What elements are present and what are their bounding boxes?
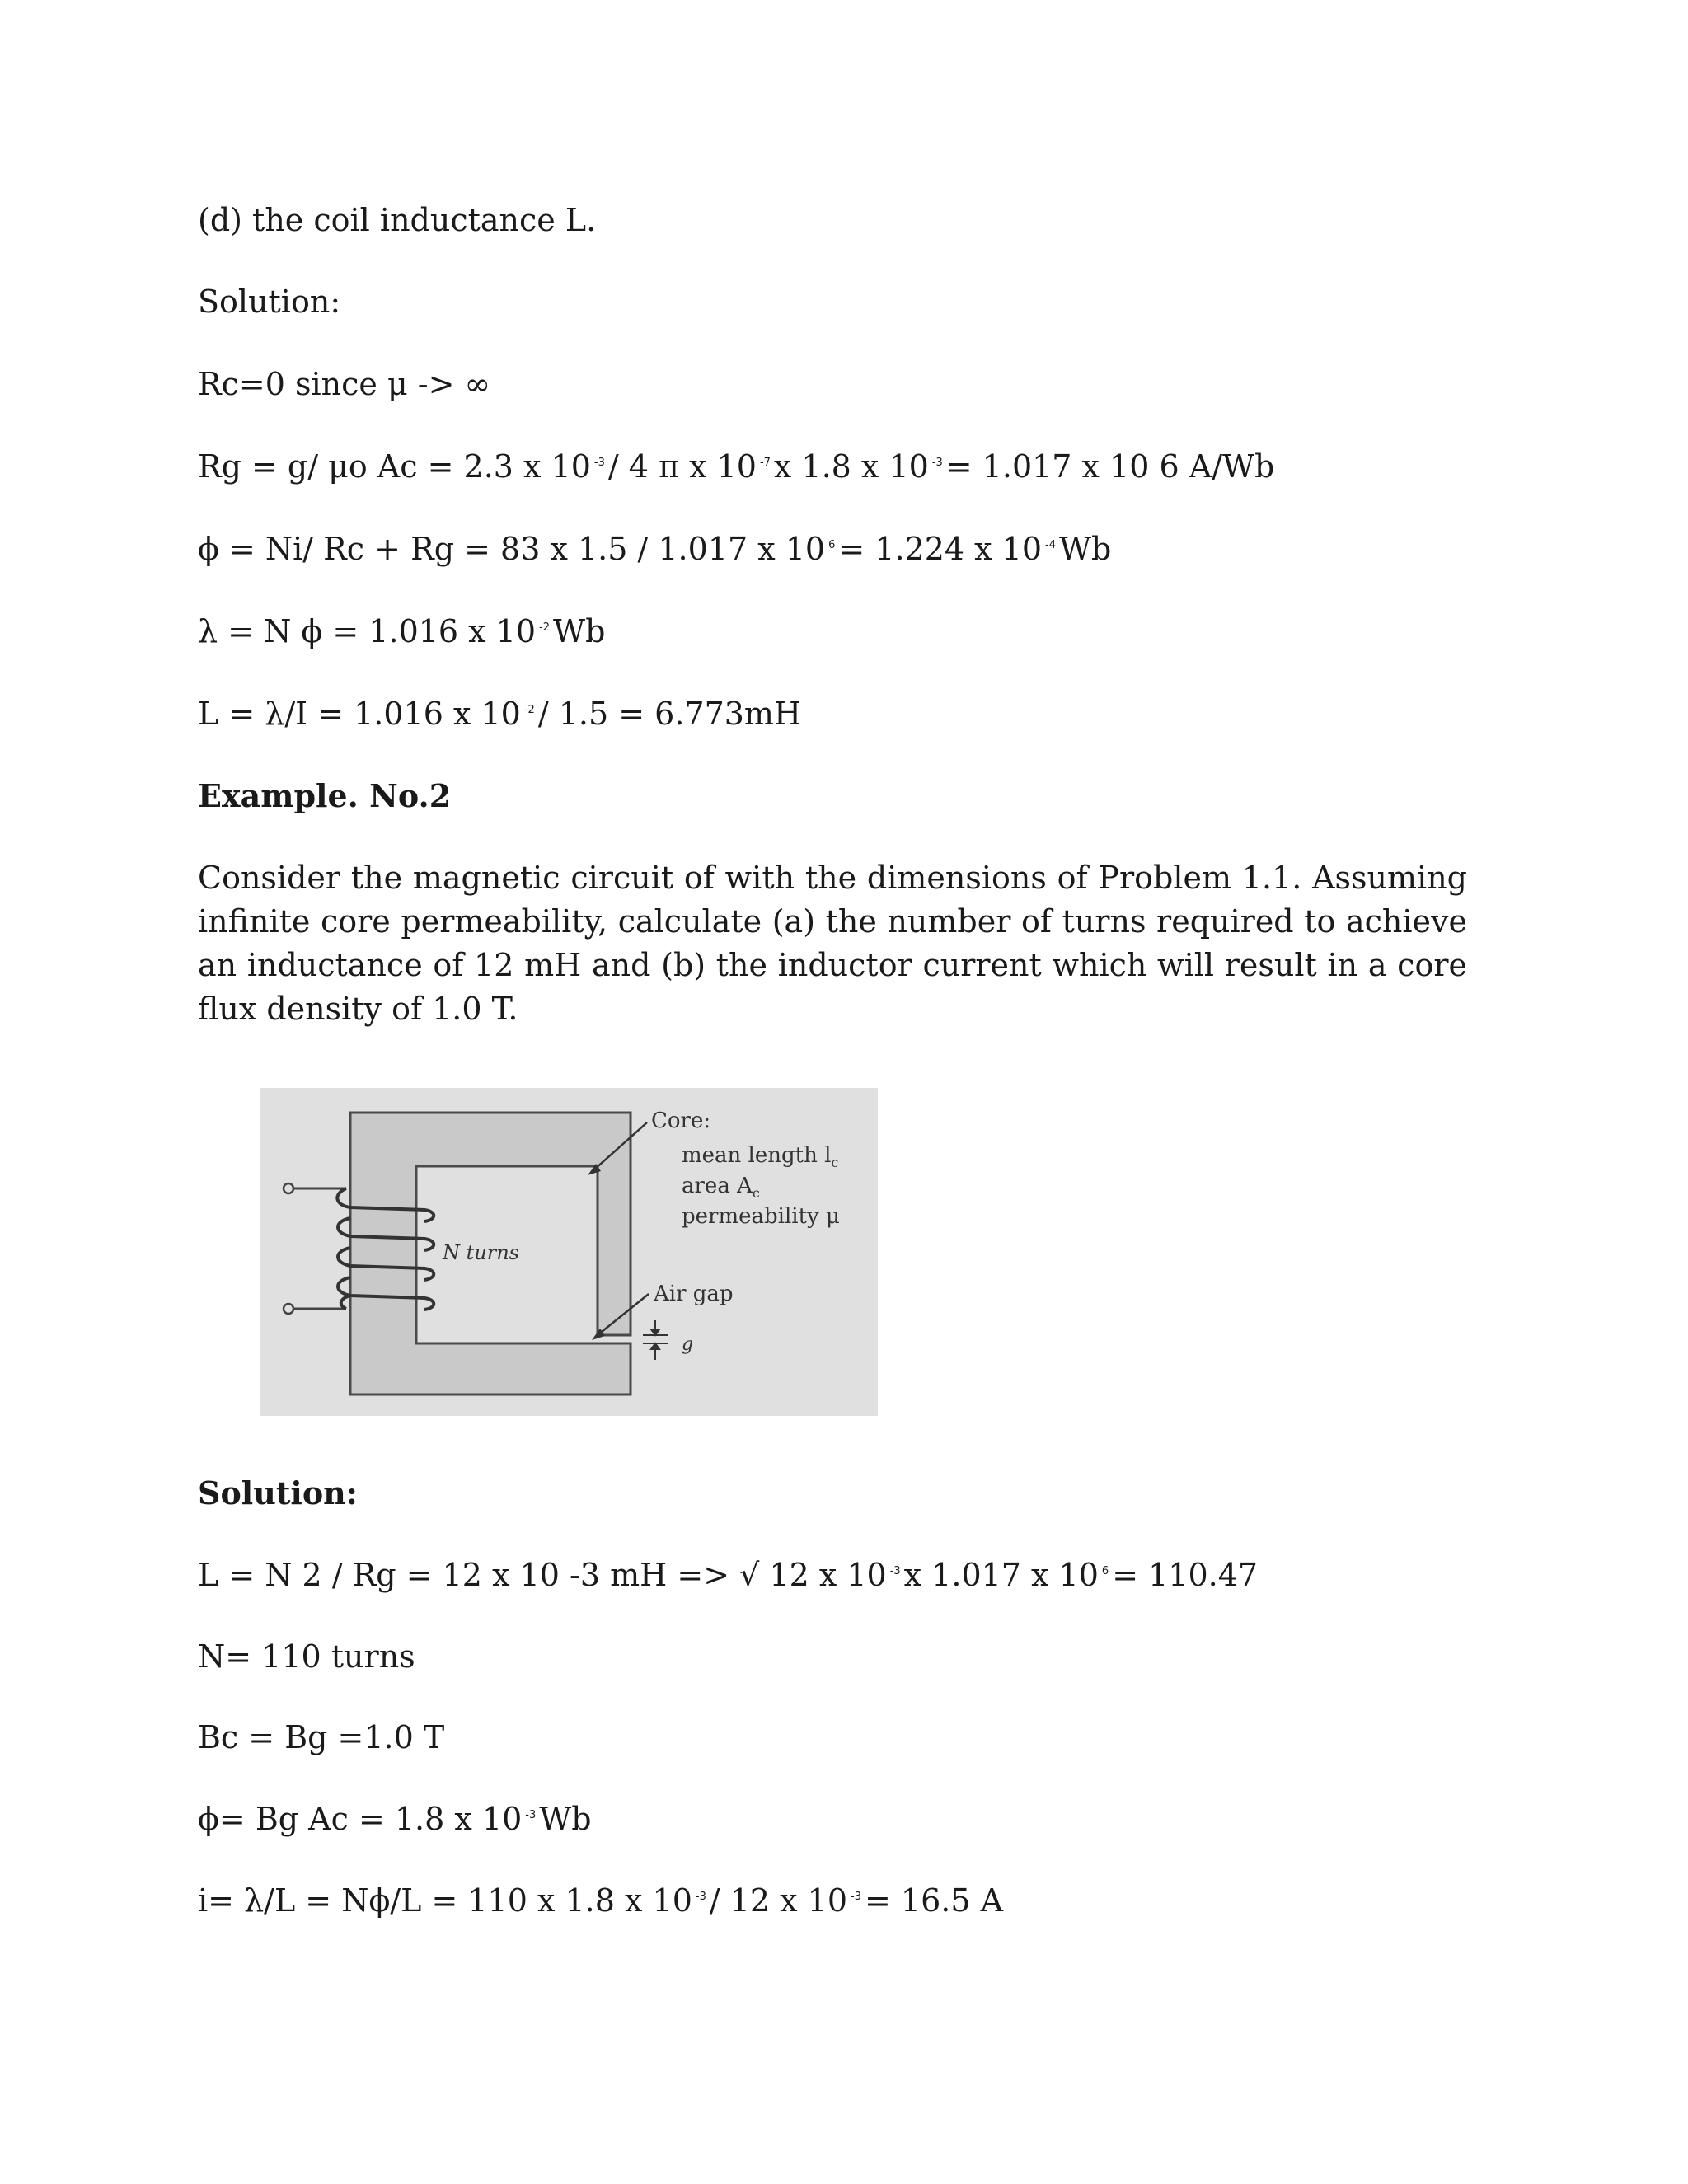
l-n-part-2: x 1.017 x 10 xyxy=(903,1557,1099,1593)
area-label: area $A_c$ xyxy=(682,1174,760,1201)
inductance-part-1: L = λ/I = 1.016 x 10 xyxy=(198,696,521,732)
gap-symbol-label: g xyxy=(682,1334,694,1355)
air-gap-label: Air gap xyxy=(654,1282,734,1306)
rg-exp-1: -3 xyxy=(593,457,605,469)
magnetic-circuit-figure xyxy=(260,1088,878,1416)
terminal-bottom-icon xyxy=(284,1304,293,1314)
phi-part-3: Wb xyxy=(1058,531,1112,567)
phi2-equation xyxy=(198,1799,592,1847)
phi-part-1: ϕ = Ni/ Rc + Rg = 83 x 1.5 / 1.017 x 10 xyxy=(198,531,826,567)
part-d-text: (d) the coil inductance L. xyxy=(198,202,597,238)
problem-paragraph: Consider the magnetic circuit of with the dimensions of Problem 1.1. Assuming infinite core permeability, calculate (a) the number of turns required to achieve an inductance of 12 mH and (b) the inductor current which will result in a core flux density of 1.0 T. xyxy=(198,860,1467,1027)
permeability-label: permeability μ xyxy=(682,1204,840,1229)
bc-bg-equation: Bc = Bg =1.0 T xyxy=(198,1719,445,1755)
inductance-part-2: / 1.5 = 6.773mH xyxy=(537,696,802,732)
rg-equation xyxy=(198,447,1274,494)
solution-label-1: Solution: xyxy=(198,284,341,320)
phi2-part-2: Wb xyxy=(539,1801,592,1837)
phi2-exp-1: -3 xyxy=(525,1809,537,1821)
rg-exp-2: -7 xyxy=(759,457,771,469)
current-equation xyxy=(198,1881,1003,1929)
l-n-equation xyxy=(198,1555,1258,1603)
n-turns-label: N turns xyxy=(443,1241,519,1264)
phi-equation xyxy=(198,529,1111,577)
l-n-exp-1: -3 xyxy=(889,1565,901,1577)
inductance-equation xyxy=(198,694,801,742)
lambda-equation xyxy=(198,612,605,659)
rg-exp-3: -3 xyxy=(931,457,943,469)
phi-part-2: = 1.224 x 10 xyxy=(838,531,1043,567)
phi2-part-1: ϕ= Bg Ac = 1.8 x 10 xyxy=(198,1801,523,1837)
terminal-top-icon xyxy=(284,1183,293,1193)
current-part-1: i= λ/L = Nϕ/L = 110 x 1.8 x 10 xyxy=(198,1882,692,1919)
solution-label-2: Solution: xyxy=(198,1474,358,1511)
rg-part-4: = 1.017 x 10 6 A/Wb xyxy=(945,448,1275,485)
phi-exp-1: 6 xyxy=(828,539,836,551)
phi-exp-2: -4 xyxy=(1045,539,1056,551)
n-turns-result: N= 110 turns xyxy=(198,1638,415,1675)
example-heading: Example. No.2 xyxy=(198,777,452,814)
current-part-3: = 16.5 A xyxy=(865,1882,1004,1919)
magnetic-circuit-diagram xyxy=(260,1088,878,1416)
current-exp-2: -3 xyxy=(851,1891,861,1903)
inductance-exp-1: -2 xyxy=(523,704,535,716)
rc-equation: Rc=0 since μ -> ∞ xyxy=(198,366,491,402)
rg-part-3: x 1.8 x 10 xyxy=(773,448,929,485)
current-part-2: / 12 x 10 xyxy=(709,1882,848,1919)
rg-part-1: Rg = g/ μo Ac = 2.3 x 10 xyxy=(198,448,591,485)
l-n-exp-2: 6 xyxy=(1101,1565,1109,1577)
current-exp-1: -3 xyxy=(695,1891,706,1903)
mean-length-label: mean length $l_c$ xyxy=(682,1143,839,1170)
l-n-part-3: = 110.47 xyxy=(1112,1557,1259,1593)
lambda-part-1: λ = N ϕ = 1.016 x 10 xyxy=(198,613,537,649)
lambda-part-2: Wb xyxy=(553,613,606,649)
l-n-part-1: L = N 2 / Rg = 12 x 10 -3 mH => √ 12 x 10 xyxy=(198,1557,887,1593)
core-label: Core: xyxy=(651,1108,711,1133)
lambda-exp-1: -2 xyxy=(539,621,551,634)
rg-part-2: / 4 π x 10 xyxy=(607,448,757,485)
